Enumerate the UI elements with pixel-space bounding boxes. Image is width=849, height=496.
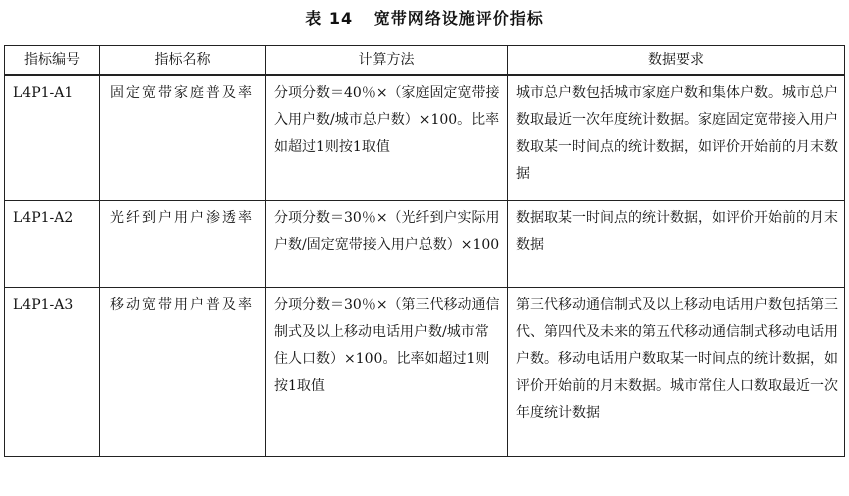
- header-code: 指标编号: [5, 46, 100, 76]
- header-row: [5, 46, 845, 76]
- indicator-method: 分项分数＝30％×（第三代移动通信制式及以上移动电话用户数/城市常住人口数）×100。比率如超过1则按1取值: [266, 288, 508, 457]
- indicator-table: [4, 45, 845, 457]
- indicator-name: 固定宽带家庭普及率: [100, 75, 266, 201]
- table-row: [5, 288, 845, 457]
- table-number: 表 14: [305, 9, 354, 28]
- indicator-method: 分项分数＝40％×（家庭固定宽带接入用户数/城市总户数）×100。比率如超过1则按1取值: [266, 75, 508, 201]
- header-name: 指标名称: [100, 46, 266, 76]
- table-caption: [0, 6, 849, 29]
- header-method: 计算方法: [266, 46, 508, 76]
- indicator-requirement: 数据取某一时间点的统计数据，如评价开始前的月末数据: [508, 201, 845, 288]
- indicator-name: 光纤到户用户渗透率: [100, 201, 266, 288]
- indicator-code: L4P1-A2: [5, 201, 100, 288]
- indicator-requirement: 第三代移动通信制式及以上移动电话用户数包括第三代、第四代及未来的第五代移动通信制式移动电话用户数。移动电话用户数取某一时间点的统计数据，如评价开始前的月末数据。城市常住人口数取最近一次年度统计数据: [508, 288, 845, 457]
- indicator-method: 分项分数＝30％×（光纤到户实际用户数/固定宽带接入用户总数）×100: [266, 201, 508, 288]
- table-row: [5, 201, 845, 288]
- indicator-name: 移动宽带用户普及率: [100, 288, 266, 457]
- table-row: [5, 75, 845, 201]
- indicator-code: L4P1-A3: [5, 288, 100, 457]
- header-requirement: 数据要求: [508, 46, 845, 76]
- table-title: 宽带网络设施评价指标: [373, 9, 544, 28]
- indicator-code: L4P1-A1: [5, 75, 100, 201]
- indicator-requirement: 城市总户数包括城市家庭户数和集体户数。城市总户数取最近一次年度统计数据。家庭固定宽带接入用户数取某一时间点的统计数据，如评价开始前的月末数据: [508, 75, 845, 201]
